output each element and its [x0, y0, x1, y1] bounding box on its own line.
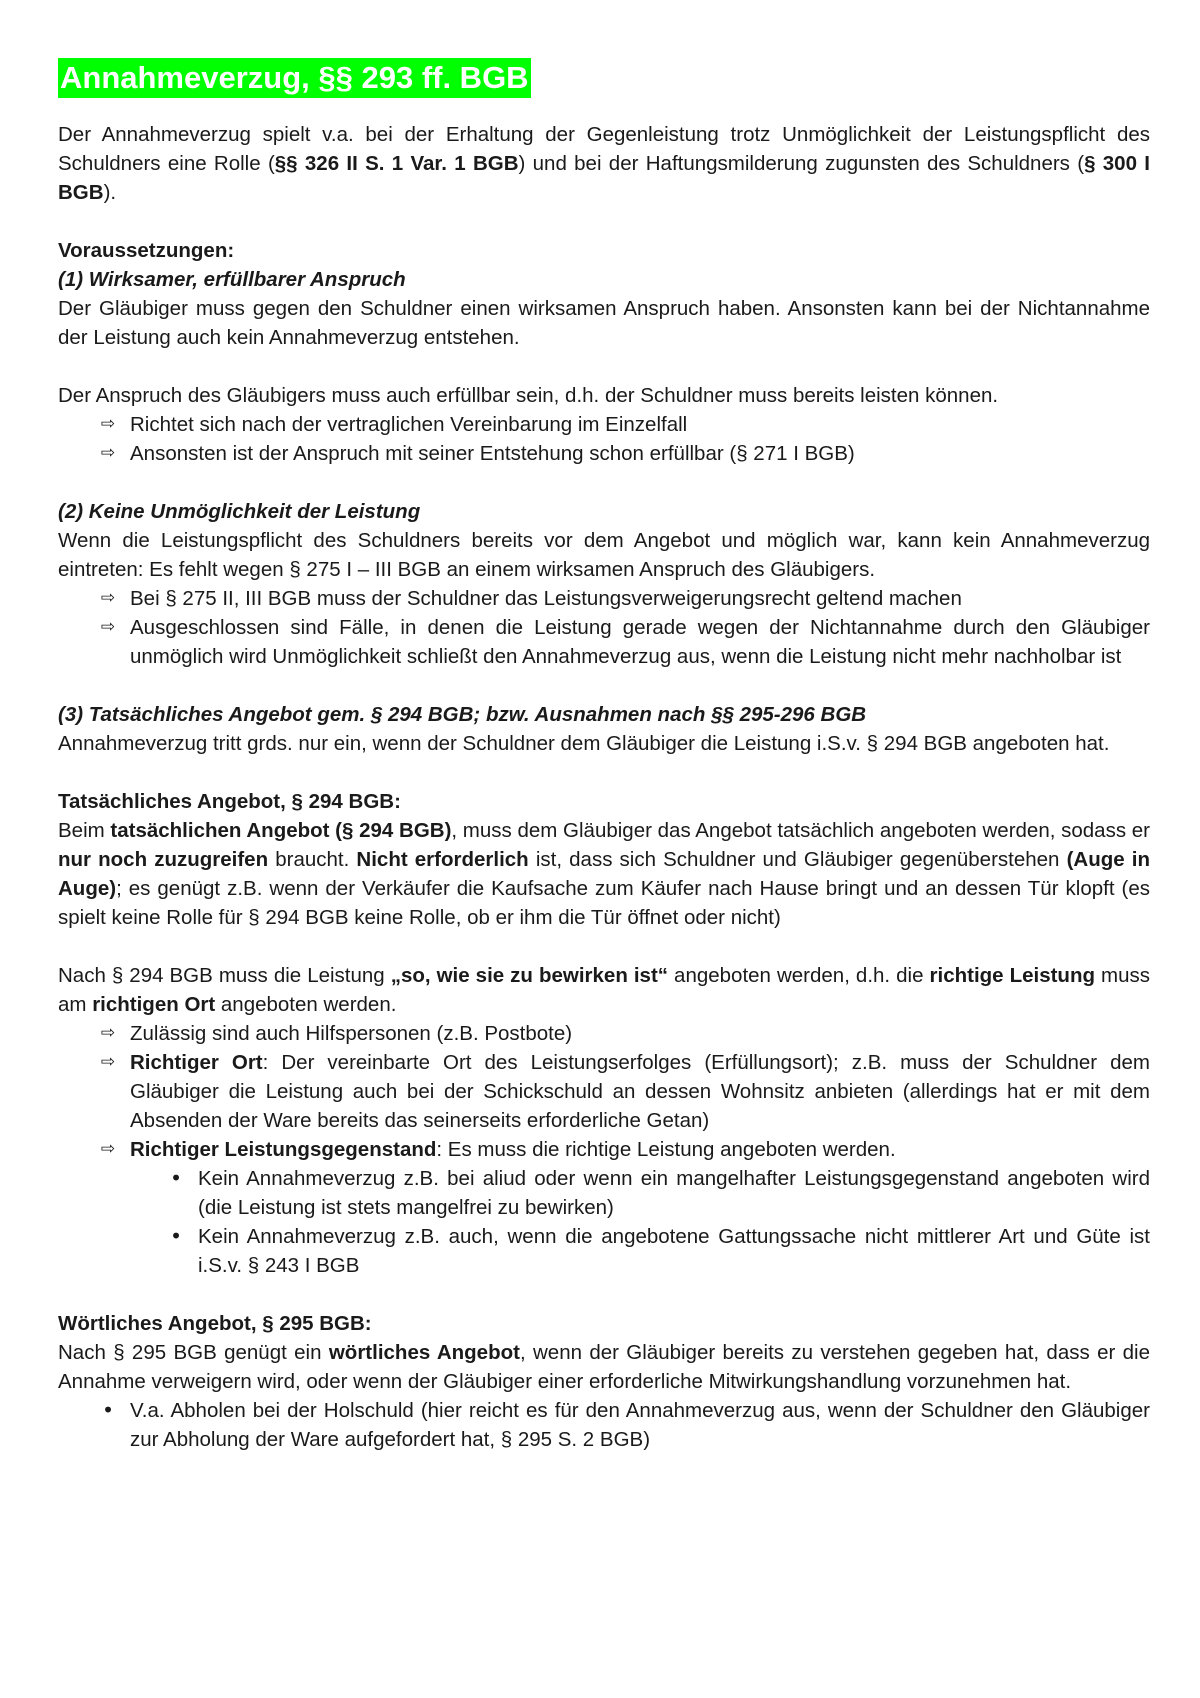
bold-text: Nicht erforderlich [356, 848, 529, 871]
right-arrow-icon: ⇨ [100, 414, 116, 434]
list-item [96, 584, 1150, 613]
bold-text: „so, wie sie zu bewirken ist“ [390, 964, 669, 987]
bullet-dot-icon: • [101, 1398, 115, 1422]
text: angeboten werden, d.h. die [668, 964, 930, 987]
bold-text: nur noch zuzugreifen [58, 848, 269, 871]
list-item [164, 1222, 1150, 1280]
text: Beim [58, 819, 111, 842]
list-item [96, 613, 1150, 671]
section-294-heading: Tatsächliches Angebot, § 294 BGB: [58, 790, 401, 813]
right-arrow-icon: ⇨ [100, 1139, 116, 1159]
list-item-text: : Der vereinbarte Ort des Leistungserfolges (Erfüllungsort); z.B. muss der Schuldner dem Gläubiger die Leistung auch bei der Schickschuld an dessen Wohnsitz anbieten (allerdings hat er mit dem Absenden der Ware bereits das seinerseits erforderliche Getan) [130, 1051, 1151, 1132]
text: ; es genügt z.B. wenn der Verkäufer die Kaufsache zum Käufer nach Hause bringt und an dessen Tür klopft (es spielt keine Rolle für § 294 BGB keine Rolle, ob er ihm die Tür öffnet oder nicht) [58, 877, 1150, 929]
text: ist, dass sich Schuldner und Gläubiger gegenüberstehen [528, 848, 1067, 871]
intro-bold-1: §§ 326 II S. 1 Var. 1 BGB [274, 152, 519, 175]
intro-bold-2: § 300 I BGB [58, 152, 1150, 204]
bold-text: (Auge in Auge) [58, 848, 1150, 900]
right-arrow-icon: ⇨ [100, 617, 116, 637]
list-item [96, 439, 1150, 468]
bold-text: Richtiger Leistungsgegenstand [130, 1138, 437, 1161]
section-294-paragraph-1 [58, 816, 1150, 932]
right-arrow-icon: ⇨ [100, 588, 116, 608]
bullet-dot-icon: • [169, 1224, 183, 1248]
bold-text: richtige Leistung [929, 964, 1095, 987]
list-item [96, 1396, 1150, 1454]
intro-text-3: ). [103, 181, 117, 204]
list-item [96, 1019, 1150, 1048]
list-item-text: Bei § 275 II, III BGB muss der Schuldner das Leistungsverweigerungsrecht geltend machen [130, 587, 962, 610]
list-item [96, 1048, 1150, 1135]
text: , muss dem Gläubiger das Angebot tatsächlich angeboten werden, sodass er [451, 819, 1150, 842]
list-item-text: Richtet sich nach der vertraglichen Vereinbarung im Einzelfall [130, 413, 688, 436]
page-title: Annahmeverzug, §§ 293 ff. BGB [58, 58, 531, 98]
list-item [96, 1135, 1150, 1280]
section-295-paragraph [58, 1338, 1150, 1396]
section-1-heading: (1) Wirksamer, erfüllbarer Anspruch [58, 268, 406, 291]
voraussetzungen-heading: Voraussetzungen: [58, 239, 235, 262]
section-295-list [58, 1396, 1150, 1454]
list-item-text: : Es muss die richtige Leistung angeboten werden. [436, 1138, 896, 1161]
section-1-paragraph-1: Der Gläubiger muss gegen den Schuldner einen wirksamen Anspruch haben. Ansonsten kann bei der Nichtannahme der Leistung auch kein Annahmeverzug entstehen. [58, 297, 1150, 349]
text: braucht. [268, 848, 357, 871]
list-item [164, 1164, 1150, 1222]
right-arrow-icon: ⇨ [100, 443, 116, 463]
text: angeboten werden. [215, 993, 397, 1016]
nested-list [130, 1164, 1150, 1280]
section-2-paragraph: Wenn die Leistungspflicht des Schuldners bereits vor dem Angebot und möglich war, kann kein Annahmeverzug eintreten: Es fehlt wegen § 275 I – III BGB an einem wirksamen Anspruch des Gläubigers. [58, 529, 1150, 581]
document-page [58, 58, 1150, 1454]
text: Nach § 294 BGB muss die Leistung [58, 964, 391, 987]
bold-text: tatsächlichen Angebot (§ 294 BGB) [110, 819, 452, 842]
section-1-paragraph-2: Der Anspruch des Gläubigers muss auch erfüllbar sein, d.h. der Schuldner muss bereits leisten können. [58, 384, 999, 407]
intro-text-1: Der Annahmeverzug spielt v.a. bei der Erhaltung der Gegenleistung trotz Unmöglichkeit der Leistungspflicht des Schuldners eine Rolle ( [58, 123, 1150, 175]
section-295-heading: Wörtliches Angebot, § 295 BGB: [58, 1312, 372, 1335]
text: , wenn der Gläubiger bereits zu verstehen gegeben hat, dass er die Annahme verweigern wird, oder wenn der Gläubiger einer erforderliche Mitwirkungshandlung vorzunehmen hat. [58, 1341, 1150, 1393]
right-arrow-icon: ⇨ [100, 1052, 116, 1072]
text: muss am [58, 964, 1150, 1016]
section-2-heading: (2) Keine Unmöglichkeit der Leistung [58, 500, 421, 523]
intro-paragraph [58, 120, 1150, 207]
section-1-list [58, 410, 1150, 468]
list-item-text: Kein Annahmeverzug z.B. auch, wenn die angebotene Gattungssache nicht mittlerer Art und Güte ist i.S.v. § 243 I BGB [198, 1225, 1150, 1277]
list-item-text: V.a. Abholen bei der Holschuld (hier reicht es für den Annahmeverzug aus, wenn der Schuldner den Gläubiger zur Abholung der Ware aufgefordert hat, § 295 S. 2 BGB) [130, 1399, 1150, 1451]
list-item-text: Ausgeschlossen sind Fälle, in denen die Leistung gerade wegen der Nichtannahme durch den Gläubiger unmöglich wird Unmöglichkeit schließt den Annahmeverzug aus, wenn die Leistung nicht mehr nachholbar ist [130, 616, 1150, 668]
section-3-paragraph: Annahmeverzug tritt grds. nur ein, wenn der Schuldner dem Gläubiger die Leistung i.S.v. § 294 BGB angeboten hat. [58, 732, 1110, 755]
list-item-text: Kein Annahmeverzug z.B. bei aliud oder wenn ein mangelhafter Leistungsgegenstand angeboten wird (die Leistung ist stets mangelfrei zu bewirken) [198, 1167, 1150, 1219]
section-294-list [58, 1019, 1150, 1280]
list-item-text: Ansonsten ist der Anspruch mit seiner Entstehung schon erfüllbar (§ 271 I BGB) [130, 442, 855, 465]
bold-text: Richtiger Ort [130, 1051, 263, 1074]
text: Nach § 295 BGB genügt ein [58, 1341, 329, 1364]
section-3-heading: (3) Tatsächliches Angebot gem. § 294 BGB; bzw. Ausnahmen nach §§ 295-296 BGB [58, 703, 867, 726]
bullet-dot-icon: • [169, 1166, 183, 1190]
section-294-paragraph-2 [58, 961, 1150, 1019]
intro-text-2: ) und bei der Haftungsmilderung zugunsten des Schuldners ( [518, 152, 1085, 175]
list-item-text: Zulässig sind auch Hilfspersonen (z.B. Postbote) [130, 1022, 573, 1045]
right-arrow-icon: ⇨ [100, 1023, 116, 1043]
bold-text: richtigen Ort [92, 993, 216, 1016]
list-item [96, 410, 1150, 439]
bold-text: wörtliches Angebot [328, 1341, 520, 1364]
section-2-list [58, 584, 1150, 671]
